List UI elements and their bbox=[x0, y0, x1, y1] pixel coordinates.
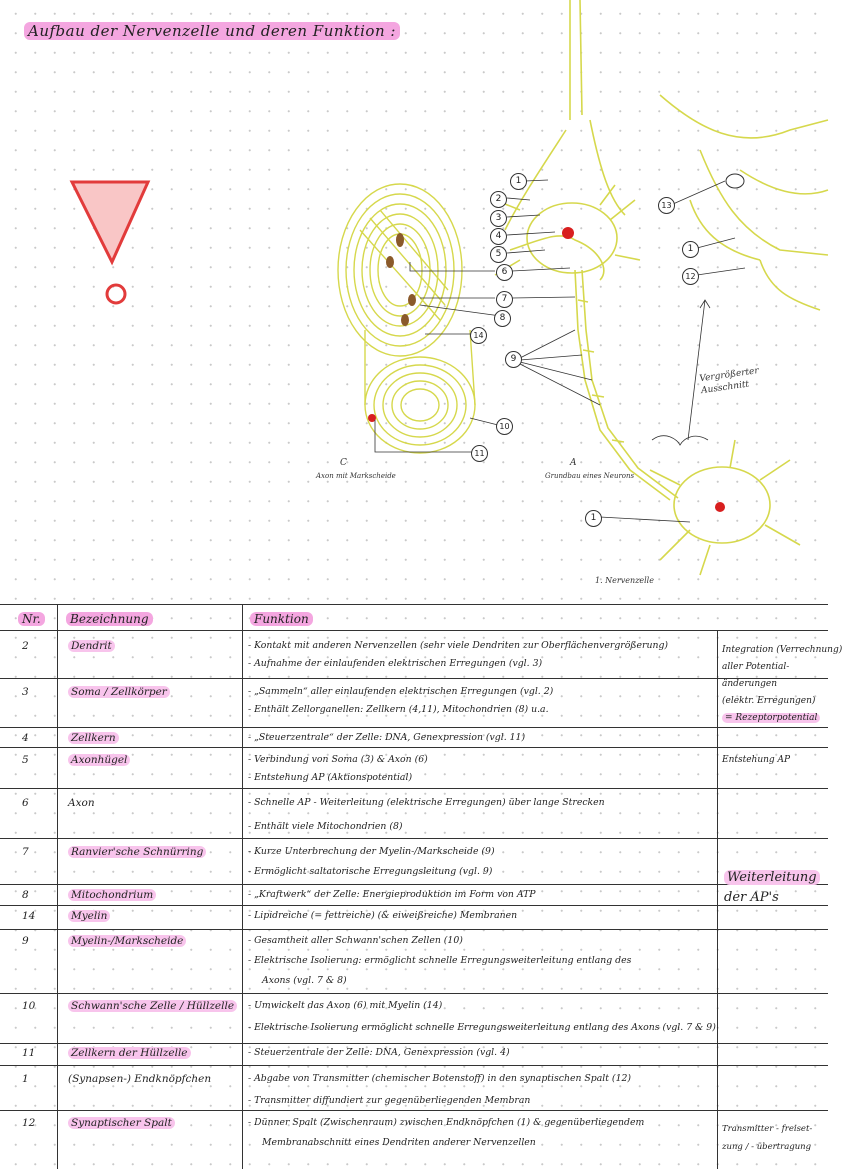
row-name: Mitochondrium bbox=[68, 889, 156, 901]
row-function-line: Axons (vgl. 7 & 8) bbox=[262, 975, 347, 986]
marker-14: 14 bbox=[470, 327, 487, 344]
row-number: 2 bbox=[22, 640, 29, 652]
side-note-transmitter: Transmitter - freiset- zung / - übertragung bbox=[722, 1124, 813, 1152]
header-name: Bezeichnung bbox=[66, 612, 153, 626]
figure-caption: 1. Nervenzelle bbox=[595, 576, 654, 585]
row-number: 3 bbox=[22, 686, 29, 698]
row-function-line: - Gesamtheit aller Schwann'schen Zellen (10) bbox=[248, 935, 463, 946]
header-func: Funktion bbox=[250, 612, 313, 626]
marker-2: 2 bbox=[490, 191, 507, 208]
row-function-line: - Steuerzentrale der Zelle: DNA, Genexpression (vgl. 4) bbox=[248, 1047, 510, 1058]
row-function-line: Membranabschnitt eines Dendriten anderer Nervenzellen bbox=[262, 1137, 536, 1148]
marker-10: 10 bbox=[496, 418, 513, 435]
row-function-line: - Schnelle AP - Weiterleitung (elektrische Erregungen) über lange Strecken bbox=[248, 797, 605, 808]
row-function-line: - Enthält Zellorganellen: Zellkern (4,11), Mitochondrien (8) u.a. bbox=[248, 704, 549, 715]
row-number: 5 bbox=[22, 754, 29, 766]
row-number: 14 bbox=[22, 910, 36, 922]
row-name: Myelin bbox=[68, 910, 110, 922]
row-function-line: - Verbindung von Soma (3) & Axon (6) bbox=[248, 754, 428, 765]
row-name: Ranvier'sche Schnürring bbox=[68, 846, 206, 858]
row-number: 11 bbox=[22, 1047, 36, 1059]
row-number: 4 bbox=[22, 732, 29, 744]
marker-6: 6 bbox=[496, 264, 513, 281]
neuron-a bbox=[495, 0, 678, 500]
side-note-integration: Integration (Verrechnung) aller Potential- änderungen (elektr. Erregungen) = Rezeptorpotential bbox=[722, 645, 842, 723]
row-name: Zellkern der Hüllzelle bbox=[68, 1047, 191, 1059]
row-function-line: - Lipidreiche (= fettreiche) (& eiweißreiche) Membranen bbox=[248, 910, 518, 921]
row-name: Axonhügel bbox=[68, 754, 130, 766]
row-number: 7 bbox=[22, 846, 29, 858]
header-nr: Nr. bbox=[18, 612, 45, 626]
row-function-line: - Dünner Spalt (Zwischenraum) zwischen Endknöpfchen (1) & gegenüberliegendem bbox=[248, 1117, 645, 1128]
row-name: Schwann'sche Zelle / Hüllzelle bbox=[68, 1000, 237, 1012]
row-name: Zellkern bbox=[68, 732, 119, 744]
marker-11: 11 bbox=[471, 445, 488, 462]
marker-1-bottom: 1 bbox=[585, 510, 602, 527]
neuron-bottom bbox=[650, 440, 800, 575]
row-number: 6 bbox=[22, 797, 29, 809]
row-function-line: - Kurze Unterbrechung der Myelin-/Markscheide (9) bbox=[248, 846, 495, 857]
marker-7: 7 bbox=[496, 291, 513, 308]
row-function-line: - Kontakt mit anderen Nervenzellen (sehr viele Dendriten zur Oberflächenvergrößerung) bbox=[248, 640, 669, 651]
side-note-entstehung: Entstehung AP bbox=[722, 755, 791, 765]
marker-1-zoom: 1 bbox=[682, 241, 699, 258]
row-number: 8 bbox=[22, 889, 29, 901]
marker-3: 3 bbox=[490, 210, 507, 227]
marker-9: 9 bbox=[505, 351, 522, 368]
row-name: (Synapsen-) Endknöpfchen bbox=[68, 1073, 212, 1085]
row-function-line: - Ermöglicht saltatorische Erregungsleitung (vgl. 9) bbox=[248, 866, 493, 877]
row-number: 9 bbox=[22, 935, 29, 947]
warning-icon bbox=[72, 182, 148, 303]
row-name: Axon bbox=[68, 797, 95, 809]
marker-12: 12 bbox=[682, 268, 699, 285]
zoom-label: Vergrößerter Ausschnitt bbox=[698, 366, 760, 397]
row-name: Soma / Zellkörper bbox=[68, 686, 170, 698]
row-function-line: - „Steuerzentrale“ der Zelle: DNA, Genexpression (vgl. 11) bbox=[248, 732, 526, 743]
page-title: Aufbau der Nervenzelle und deren Funktion : bbox=[24, 22, 400, 40]
label-c: C bbox=[340, 458, 347, 468]
row-function-line: - Abgabe von Transmitter (chemischer Botenstoff) in den synaptischen Spalt (12) bbox=[248, 1073, 632, 1084]
row-number: 10 bbox=[22, 1000, 36, 1012]
marker-8: 8 bbox=[494, 310, 511, 327]
row-function-line: - Transmitter diffundiert zur gegenüberliegenden Membran bbox=[248, 1095, 531, 1106]
row-function-line: - Elektrische Isolierung: ermöglicht schnelle Erregungsweiterleitung entlang des bbox=[248, 955, 632, 966]
row-function-line: - „Sammeln“ aller einlaufenden elektrischen Erregungen (vgl. 2) bbox=[248, 686, 554, 697]
row-function-line: - Entstehung AP (Aktionspotential) bbox=[248, 772, 413, 783]
marker-5: 5 bbox=[490, 246, 507, 263]
row-function-line: - Aufnahme der einlaufenden elektrischen Erregungen (vgl. 3) bbox=[248, 658, 543, 669]
row-name: Dendrit bbox=[68, 640, 115, 652]
label-a-sub: Grundbau eines Neurons bbox=[545, 472, 635, 480]
label-a: A bbox=[570, 458, 577, 468]
row-function-line: - „Kraftwerk“ der Zelle: Energieproduktion im Form von ATP bbox=[248, 889, 536, 900]
label-c-sub: Axon mit Markscheide bbox=[316, 472, 396, 480]
row-number: 12 bbox=[22, 1117, 36, 1129]
row-number: 1 bbox=[22, 1073, 29, 1085]
row-function-line: - Enthält viele Mitochondrien (8) bbox=[248, 821, 403, 832]
row-function-line: - Elektrische Isolierung ermöglicht schnelle Erregungsweiterleitung entlang des Axons (vgl. 7 & 9) bbox=[248, 1022, 716, 1033]
row-function-line: - Umwickelt das Axon (6) mit Myelin (14) bbox=[248, 1000, 443, 1011]
marker-13: 13 bbox=[658, 197, 675, 214]
marker-4: 4 bbox=[490, 228, 507, 245]
row-name: Synaptischer Spalt bbox=[68, 1117, 175, 1129]
side-note-weiterleitung: Weiterleitung der AP's bbox=[724, 868, 820, 908]
row-name: Myelin-/Markscheide bbox=[68, 935, 186, 947]
marker-1: 1 bbox=[510, 173, 527, 190]
